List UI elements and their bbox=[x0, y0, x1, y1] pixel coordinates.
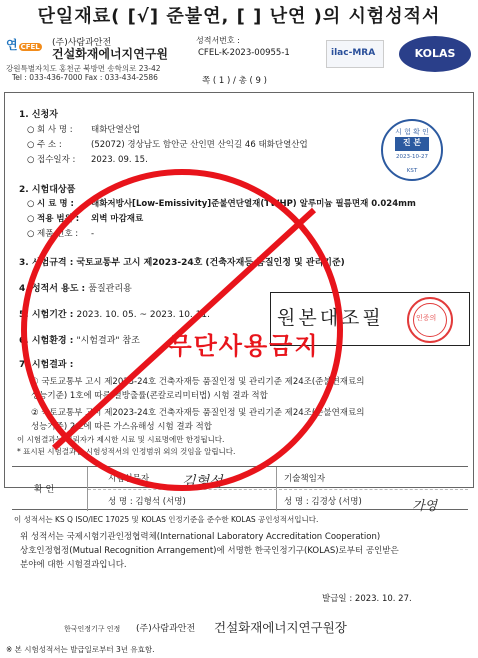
test-standard-row: 3. 시험규격 : 국토교통부 고시 제2023-24호 (건축자재등 품질인정 및 관리기준) bbox=[19, 258, 345, 268]
validity-note: ※ 본 시험성적서는 발급일로부터 3년 유효함. bbox=[6, 645, 155, 654]
tester-name: 성 명 : 김형석 (서명) bbox=[108, 497, 186, 507]
applicant-heading: 1. 신청자 bbox=[19, 110, 58, 120]
tech-signature: 가영 bbox=[412, 499, 438, 514]
certificate-meta bbox=[194, 32, 304, 90]
verification-stamp: 시 험 확 인 진 본 2023-10-27 KST bbox=[381, 119, 443, 181]
tech-role: 기술책임자 bbox=[284, 474, 326, 484]
results-heading: 7. 시험결과 : bbox=[19, 360, 74, 370]
result-line: 성능기준) 1호에 따른 열방출률(콘칼로리미터법) 시험 결과 적합 bbox=[31, 391, 268, 401]
certificate-number: CFEL-K-2023-00955-1 bbox=[198, 48, 290, 58]
unauthorized-use-banner: 무단사용금지 bbox=[168, 332, 320, 360]
ilac-statement: 위 성적서는 국제시험기관인정협력체(International Laboratory Accreditation Cooperation) bbox=[20, 532, 381, 542]
product-number-row: ○ 제품 번호 : - bbox=[27, 229, 95, 239]
test-period-row: 5. 시험기간 : 2023. 10. 05. ~ 2023. 10. 11. bbox=[19, 310, 210, 320]
institute-block bbox=[4, 32, 192, 90]
tester-role: 시험실무자 bbox=[108, 474, 150, 484]
tester-signature: 김형석 bbox=[182, 474, 223, 490]
target-heading: 2. 시험대상품 bbox=[19, 185, 76, 195]
purpose-row: 4. 성적서 용도 : 품질관리용 bbox=[19, 284, 132, 294]
institute-logo: 연CFEL bbox=[6, 38, 40, 52]
certificate-number-label: 성적서번호 : bbox=[196, 36, 240, 45]
tech-name: 성 명 : 김경상 (서명) bbox=[284, 497, 362, 507]
iso-statement: 이 성적서는 KS Q ISO/IEC 17025 및 KOLAS 인정기준을 준수한 KOLAS 공인성적서입니다. bbox=[14, 515, 319, 524]
kolas-logo: KOLAS bbox=[399, 36, 471, 72]
scope-row: ○ 적용 범위 : 외벽 마감재료 bbox=[27, 214, 144, 224]
page-number: 쪽 ( 1 ) / 총 ( 9 ) bbox=[202, 76, 267, 86]
applicant-date-row: ○ 접수일자 : 2023. 09. 15. bbox=[27, 155, 148, 165]
note-line: 이 시험결과는 의뢰자가 제시한 시료 및 시료명에만 한정됩니다. bbox=[17, 435, 225, 444]
institute-address: 강원특별자치도 홍천군 북방면 송학의로 23-42 bbox=[6, 64, 161, 73]
applicant-company-row: ○ 회 사 명 : 태화단열산업 bbox=[27, 125, 141, 135]
confirm-cell: 확 인 bbox=[12, 467, 88, 511]
original-copy-text: 원본대조필 bbox=[277, 307, 384, 329]
institute-company: (주)사람과안전 bbox=[52, 38, 112, 48]
institute-phone: Tel : 033-436-7000 Fax : 033-434-2586 bbox=[12, 73, 158, 82]
document-header bbox=[4, 32, 474, 90]
red-seal-icon: 인증의 bbox=[407, 297, 453, 343]
accreditation-label: 한국인정기구 인정 bbox=[64, 625, 121, 633]
note-line: * 표시된 시험결과는 시험성적서의 인정범위 외의 것임을 알립니다. bbox=[17, 447, 236, 456]
signature-table bbox=[12, 466, 468, 514]
issue-date: 발급일 : 2023. 10. 27. bbox=[322, 594, 412, 604]
issuer-name: 건설화재에너지연구원장 bbox=[214, 620, 347, 635]
applicant-address-row: ○ 주 소 : (52072) 경상남도 함안군 산인면 산익길 46 태화단열산업 bbox=[27, 140, 308, 150]
ilac-mra-logo: ilac-MRA bbox=[326, 40, 384, 68]
certificate-body bbox=[4, 92, 474, 488]
result-line: 성능기준) 2호에 따른 가스유해성 시험 결과 적합 bbox=[31, 422, 212, 432]
ilac-statement: 상호인정협정(Mutual Recognition Arrangement)에 서명한 한국인정기구(KOLAS)로부터 공인받은 bbox=[20, 546, 399, 556]
test-environment-row: 6. 시험환경 : "시험결과" 참조 bbox=[19, 336, 140, 346]
result-line: ② 국토교통부 고시 제2023-24호 건축자재등 품질인정 및 관리기준 제24조(준불연재료의 bbox=[31, 408, 365, 418]
issuer-company: (주)사람과안전 bbox=[136, 624, 196, 634]
institute-name: 건설화재에너지연구원 bbox=[52, 47, 168, 61]
result-line: ① 국토교통부 고시 제2023-24호 건축자재등 품질인정 및 관리기준 제24조(준불연재료의 bbox=[31, 377, 365, 387]
ilac-statement: 분야에 대한 시험결과입니다. bbox=[20, 560, 127, 570]
document-title: 단일재료( [√] 준불연, [ ] 난연 )의 시험성적서 bbox=[37, 6, 441, 27]
sample-name-row: ○ 시 료 명 : 태화저방사[Low-Emissivity]준불연단열재(TWHP) 알루미늄 필름면재 0.024mm bbox=[27, 199, 416, 209]
